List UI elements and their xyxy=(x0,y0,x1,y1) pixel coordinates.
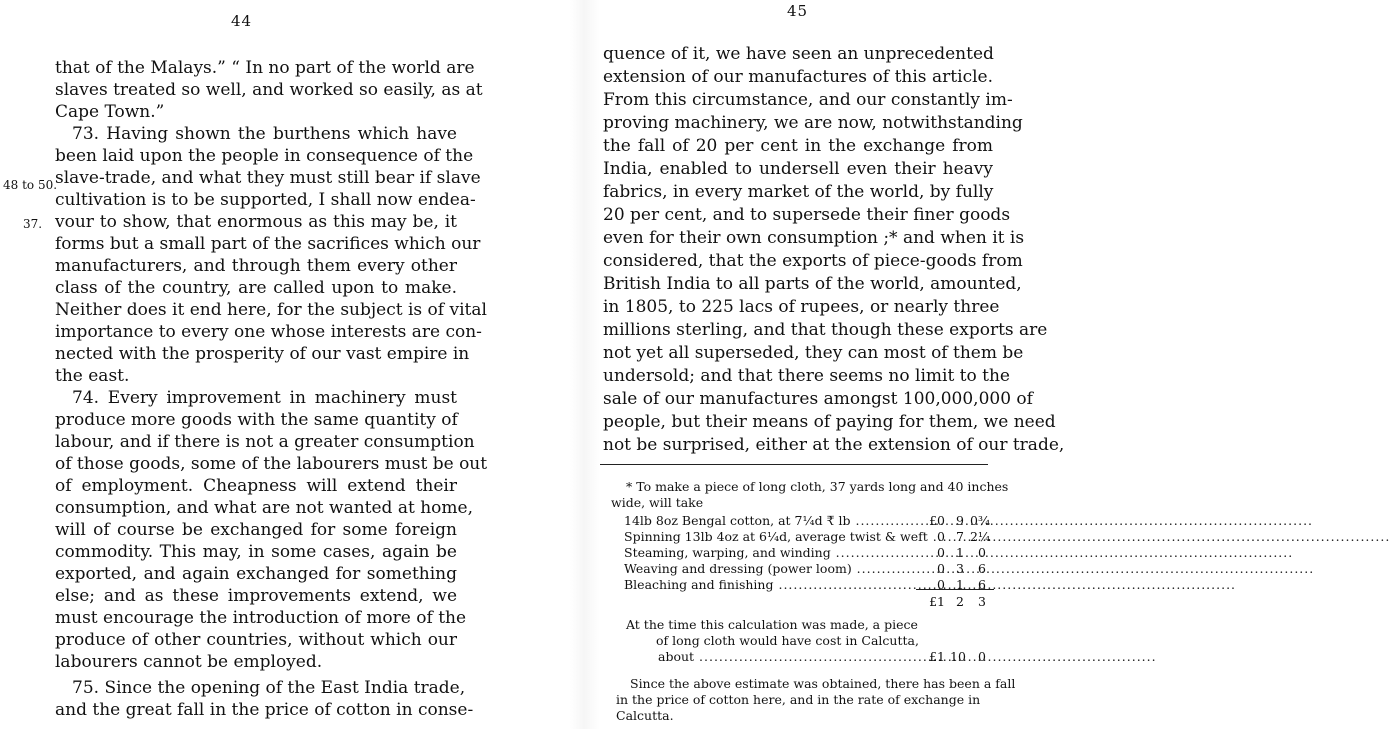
footnote-cost-row-1 xyxy=(624,512,994,529)
right-line-16: sale of our manufactures amongst 100,000,000 of xyxy=(603,389,1033,409)
footnote-cost-values xyxy=(920,576,994,593)
footnote-total-rule xyxy=(916,589,994,590)
footnote-calcutta-desc: about ..... xyxy=(658,648,916,665)
right-line-10: considered, that the exports of piece-goods from xyxy=(603,251,1023,271)
footnote-intro-2: wide, will take xyxy=(611,495,704,510)
left-line-14: nected with the prosperity of our vast empire in xyxy=(55,344,470,364)
left-line-20: of employment. Cheapness will extend their xyxy=(55,476,457,496)
left-line-8: vour to show, that enormous as this may be, it xyxy=(55,212,457,232)
footnote-cost-desc: Steaming, warping, and winding ..... xyxy=(624,544,916,561)
shillings-value: 3 xyxy=(956,561,964,576)
left-line-2: slaves treated so well, and worked so easily, as at xyxy=(55,80,483,100)
left-line-10: manufacturers, and through them every other xyxy=(55,256,457,276)
shillings-value: 2 xyxy=(956,594,964,609)
right-page-number: 45 xyxy=(787,2,809,20)
right-line-13: millions sterling, and that though these exports are xyxy=(603,320,1048,340)
shillings-value: 9 xyxy=(956,513,964,528)
right-line-17: people, but their means of paying for them, we need xyxy=(603,412,1056,432)
footnote-calcutta-line-2: of long cloth would have cost in Calcutta, xyxy=(656,633,919,648)
footnote-separator xyxy=(600,464,988,465)
left-line-9: forms but a small part of the sacrifices which our xyxy=(55,234,481,254)
pounds-value: £1 xyxy=(929,649,945,664)
pence-value: 0¾ xyxy=(970,513,991,528)
pence-value: 0 xyxy=(978,545,986,560)
right-line-11: British India to all parts of the world, amounted, xyxy=(603,274,1022,294)
footnote-cost-row-5 xyxy=(624,576,994,593)
footnote-cost-values xyxy=(920,512,994,529)
left-line-23: commodity. This may, in some cases, again be xyxy=(55,542,457,562)
footnote-cost-row-2 xyxy=(624,528,994,545)
footnote-intro-1: * To make a piece of long cloth, 37 yards long and 40 inches xyxy=(626,479,1009,494)
pence-value: 3 xyxy=(978,594,986,609)
pence-value: 6 xyxy=(978,577,986,592)
right-line-1: quence of it, we have seen an unprecedented xyxy=(603,44,994,64)
pence-value: 0 xyxy=(978,649,986,664)
left-line-11: class of the country, are called upon to make. xyxy=(55,278,457,298)
shillings-value: 7 xyxy=(956,529,964,544)
footnote-calcutta-line-1: At the time this calculation was made, a piece xyxy=(626,617,918,632)
left-line-26: must encourage the introduction of more of the xyxy=(55,608,467,628)
left-line-22: will of course be exchanged for some foreign xyxy=(55,520,457,540)
left-line-7: cultivation is to be supported, I shall now endea- xyxy=(55,190,476,210)
left-line-16: 74. Every improvement in machinery must xyxy=(72,388,457,408)
pounds-value: 0 xyxy=(937,545,945,560)
footnote-cost-row-4 xyxy=(624,560,994,577)
shillings-value: 10 xyxy=(950,649,966,664)
left-line-3: Cape Town.” xyxy=(55,102,165,122)
left-line-30: and the great fall in the price of cotton in conse- xyxy=(55,700,474,720)
right-line-14: not yet all superseded, they can most of them be xyxy=(603,343,1024,363)
pounds-value: 0 xyxy=(937,577,945,592)
footnote-total-row xyxy=(624,593,994,610)
right-line-2: extension of our manufactures of this article. xyxy=(603,67,993,87)
footnote-cost-desc: Weaving and dressing (power loom) ..... xyxy=(624,560,916,577)
pence-value: 6 xyxy=(978,561,986,576)
right-line-4: proving machinery, we are now, notwithstanding xyxy=(603,113,1023,133)
left-line-15: the east. xyxy=(55,366,130,386)
footnote-cost-row-3 xyxy=(624,544,994,561)
left-line-5: been laid upon the people in consequence of the xyxy=(55,146,474,166)
pounds-value: 0 xyxy=(937,561,945,576)
left-line-18: labour, and if there is not a greater consumption xyxy=(55,432,475,452)
right-line-5: the fall of 20 per cent in the exchange from xyxy=(603,136,993,156)
footnote-cost-values xyxy=(920,528,994,545)
footnote-cost-values xyxy=(920,560,994,577)
footnote-closing-line-1: Since the above estimate was obtained, there has been a fall xyxy=(630,676,1016,691)
footnote-cost-desc: Spinning 13lb 4oz at 6¼d, average twist & weft ..... xyxy=(624,528,916,545)
footnote-calcutta-values xyxy=(920,648,994,665)
left-page-number: 44 xyxy=(231,12,253,30)
right-line-9: even for their own consumption ;* and when it is xyxy=(603,228,1025,248)
footnote-cost-desc: 14lb 8oz Bengal cotton, at 7¼d ₹ lb ..... xyxy=(624,512,916,529)
right-line-7: fabrics, in every market of the world, by fully xyxy=(603,182,994,202)
pence-value: 2¼ xyxy=(970,529,991,544)
left-line-21: consumption, and what are not wanted at home, xyxy=(55,498,473,518)
left-line-12: Neither does it end here, for the subject is of vital xyxy=(55,300,487,320)
left-line-19: of those goods, some of the labourers must be out xyxy=(55,454,488,474)
left-line-24: exported, and again exchanged for something xyxy=(55,564,457,584)
right-line-15: undersold; and that there seems no limit to the xyxy=(603,366,1010,386)
shillings-value: 1 xyxy=(956,577,964,592)
left-line-29: 75. Since the opening of the East India trade, xyxy=(72,678,466,698)
left-line-28: labourers cannot be employed. xyxy=(55,652,323,672)
left-line-17: produce more goods with the same quantity of xyxy=(55,410,458,430)
footnote-closing-line-2: in the price of cotton here, and in the rate of exchange in xyxy=(616,692,981,707)
left-line-1: that of the Malays.” “ In no part of the world are xyxy=(55,58,475,78)
right-line-3: From this circumstance, and our constantly im- xyxy=(603,90,1013,110)
left-line-6: slave-trade, and what they must still bear if slave xyxy=(55,168,481,188)
shillings-value: 1 xyxy=(956,545,964,560)
left-line-13: importance to every one whose interests are con- xyxy=(55,322,482,342)
margin-note-2: 37. xyxy=(23,217,43,231)
pounds-value: £1 xyxy=(929,594,945,609)
right-line-18: not be surprised, either at the extension of our trade, xyxy=(603,435,1065,455)
footnote-cost-desc: Bleaching and finishing ..... xyxy=(624,576,916,593)
footnote-cost-values xyxy=(920,544,994,561)
right-line-12: in 1805, to 225 lacs of rupees, or nearly three xyxy=(603,297,1000,317)
left-line-25: else; and as these improvements extend, we xyxy=(55,586,457,606)
margin-note-1: 48 to 50. xyxy=(3,178,58,192)
footnote-total-values xyxy=(920,593,994,610)
left-line-27: produce of other countries, without which our xyxy=(55,630,457,650)
footnote-closing-line-3: Calcutta. xyxy=(616,708,674,723)
right-line-8: 20 per cent, and to supersede their finer goods xyxy=(603,205,1011,225)
left-line-4: 73. Having shown the burthens which have xyxy=(72,124,457,144)
right-line-6: India, enabled to undersell even their heavy xyxy=(603,159,993,179)
footnote-calcutta-row xyxy=(658,648,994,665)
pounds-value: £0 xyxy=(929,513,945,528)
pounds-value: 0 xyxy=(937,529,945,544)
